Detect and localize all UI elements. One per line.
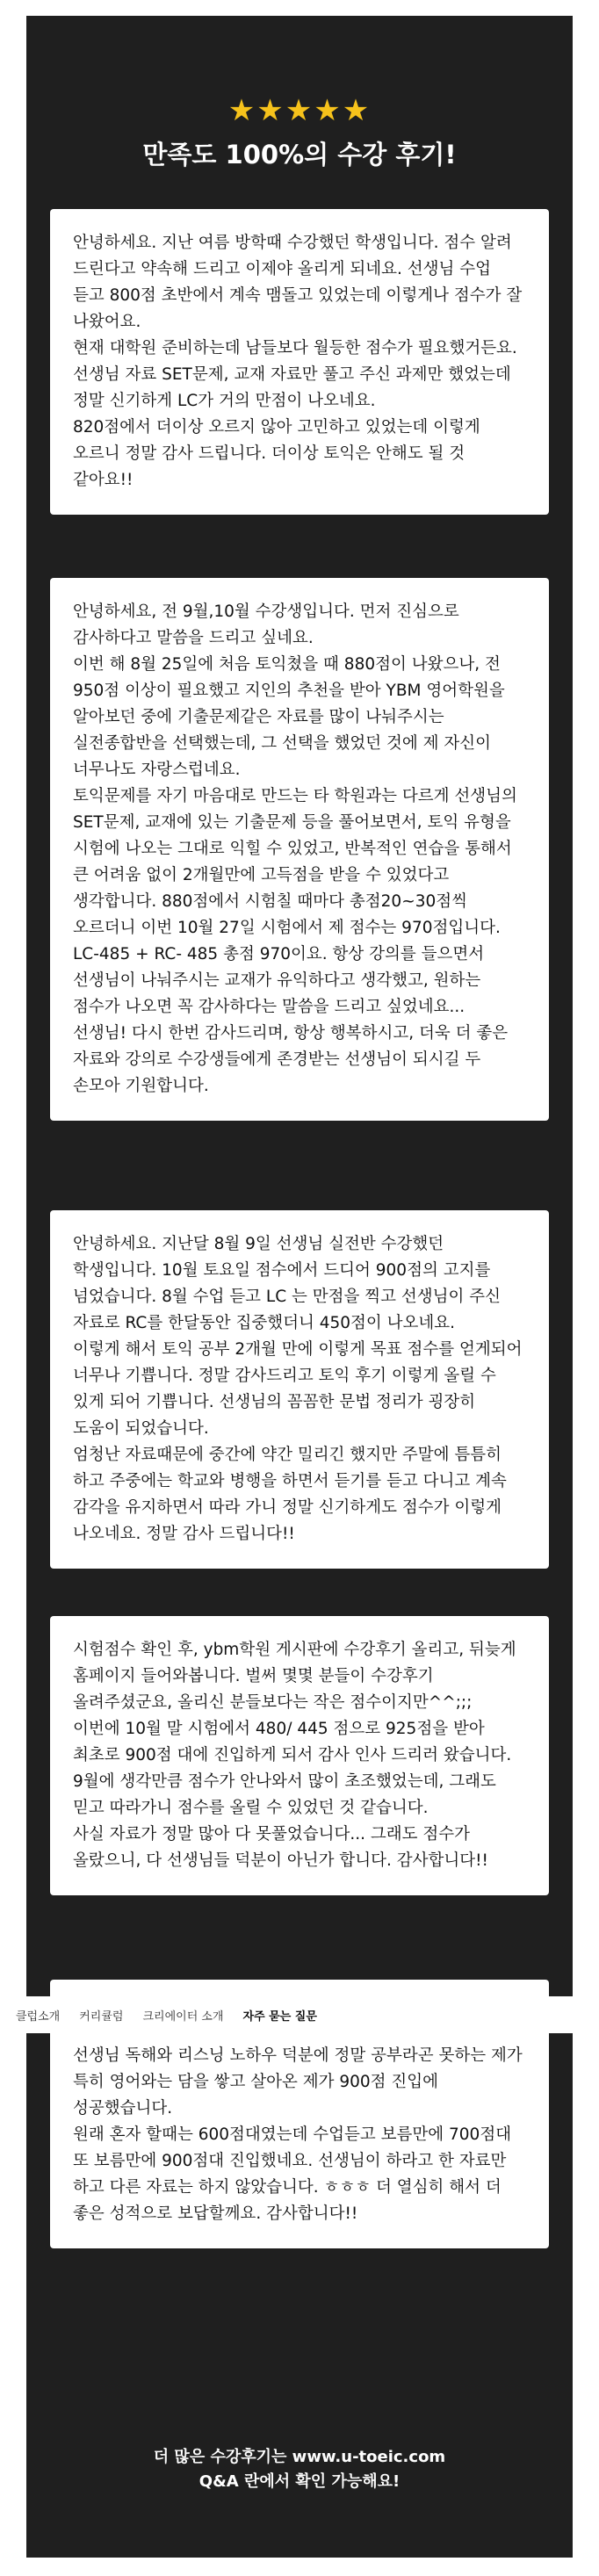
review-card	[50, 578, 549, 1121]
footer-line-site: 더 많은 수강후기는 www.u-toeic.com	[153, 2448, 446, 2466]
tab-curriculum[interactable]: 커리큘럼	[79, 2010, 124, 2024]
review-text: 선생님 독해와 리스닝 노하우 덕분에 정말 공부라곤 못하는 제가 특히 영어와는 담을 쌓고 살아온 제가 900점 진입에 성공했습니다. 원래 혼자 할때는 600점대였는데 수업듣고 보름만에 700점대 또 보름만에 900점대 진입했네요. 선생님이 하라고 한 자료만 하고 다른 자료는 하지 않았습니다. ㅎㅎㅎ 더 열심히 해서 더 좋은 성적으로 보답할께요. 감사합니다!!	[73, 2046, 523, 2223]
review-text: 시험점수 확인 후, ybm학원 게시판에 수강후기 올리고, 뒤늦게 홈페이지 들어와봅니다. 벌써 몇몇 분들이 수강후기 올려주셨군요, 올리신 분들보다는 작은 점수이지만^^;;; 이번에 10월 말 시험에서 480/ 445 점으로 925점을 받아 최초로 900점 대에 진입하게 되서 감사 인사 드리러 왔습니다. 9월에 생각만큼 점수가 안나와서 많이 초조했었는데, 그래도 믿고 따라가니 점수를 올릴 수 있었던 것 같습니다. 사실 자료가 정말 많아 다 못풀었습니다... 그래도 점수가 올랐으니, 다 선생님들 덕분이 아닌가 합니다. 감사합니다!!	[73, 1641, 516, 1870]
tab-club-intro[interactable]: 클럽소개	[16, 2010, 61, 2024]
tab-faq[interactable]: 자주 묻는 질문	[242, 2010, 317, 2024]
sticky-tab-bar	[0, 1996, 599, 2033]
review-card	[50, 209, 549, 515]
page-title: 만족도 100%의 수강 후기!	[142, 140, 457, 170]
review-card	[50, 1616, 549, 1895]
footer-line-qna: Q&A 란에서 확인 가능해요!	[198, 2472, 401, 2491]
reviews-panel	[26, 16, 573, 2558]
review-text: 안녕하세요. 지난달 8월 9일 선생님 실전반 수강했던 학생입니다. 10월 토요일 점수에서 드디어 900점의 고지를 넘었습니다. 8월 수업 듣고 LC 는 만점을 찍고 선생님이 주신 자료로 RC를 한달동안 집중했더니 450점이 나오네요. 이렇게 해서 토익 공부 2개월 만에 이렇게 목표 점수를 얻게되어 너무나 기쁩니다. 정말 감사드리고 토익 후기 이렇게 올릴 수 있게 되어 기쁩니다. 선생님의 꼼꼼한 문법 정리가 굉장히 도움이 되었습니다. 엄청난 자료때문에 중간에 약간 밀리긴 했지만 주말에 틈틈히 하고 주중에는 학교와 병행을 하면서 듣기를 듣고 다니고 계속 감각을 유지하면서 따라 가니 정말 신기하게도 점수가 이렇게 나오네요. 정말 감사 드립니다!!	[73, 1235, 523, 1543]
review-text: 안녕하세요, 전 9월,10월 수강생입니다. 먼저 진심으로 감사하다고 말씀을 드리고 싶네요. 이번 해 8월 25일에 처음 토익쳤을 때 880점이 나왔으나, 전 950점 이상이 필요했고 지인의 추천을 받아 YBM 영어학원을 알아보던 중에 기출문제같은 자료를 많이 나눠주시는 실전종합반을 선택했는데, 그 선택을 했었던 것에 제 자신이 너무나도 자랑스럽네요. 토익문제를 자기 마음대로 만드는 타 학원과는 다르게 선생님의 SET문제, 교재에 있는 기출문제 등을 풀어보면서, 토익 유형을 시험에 나오는 그대로 익힐 수 있었고, 반복적인 연습을 통해서 큰 어려움 없이 2개월만에 고득점을 받을 수 있었다고 생각합니다. 880점에서 시험칠 때마다 총점20~30점씩 오르더니 이번 10월 27일 시험에서 제 점수는 970점입니다. LC-485 + RC- 485 총점 970이요. 항상 강의를 들으면서 선생님이 나눠주시는 교재가 유익하다고 생각했고, 원하는 점수가 나오면 꼭 감사하다는 말씀을 드리고 싶었네요... 선생님! 다시 한번 감사드리며, 항상 행복하시고, 더욱 더 좋은 자료와 강의로 수강생들에게 존경받는 선생님이 되시길 두 손모아 기원합니다.	[73, 603, 517, 1095]
review-text: 안녕하세요. 지난 여름 방학때 수강했던 학생입니다. 점수 알려 드린다고 약속해 드리고 이제야 올리게 되네요. 선생님 수업 듣고 800점 초반에서 계속 맴돌고 있었는데 이렇게나 점수가 잘 나왔어요. 현재 대학원 준비하는데 남들보다 월등한 점수가 필요했거든요. 선생님 자료 SET문제, 교재 자료만 풀고 주신 과제만 했었는데 정말 신기하게 LC가 거의 만점이 나오네요. 820점에서 더이상 오르지 않아 고민하고 있었는데 이렇게 오르니 정말 감사 드립니다. 더이상 토익은 안해도 될 것 같아요!!	[73, 234, 523, 489]
rating-stars: ★★★★★	[227, 93, 372, 128]
tab-creator-intro[interactable]: 크리에이터 소개	[142, 2010, 224, 2024]
review-card	[50, 1210, 549, 1569]
footer-note	[26, 2445, 573, 2494]
